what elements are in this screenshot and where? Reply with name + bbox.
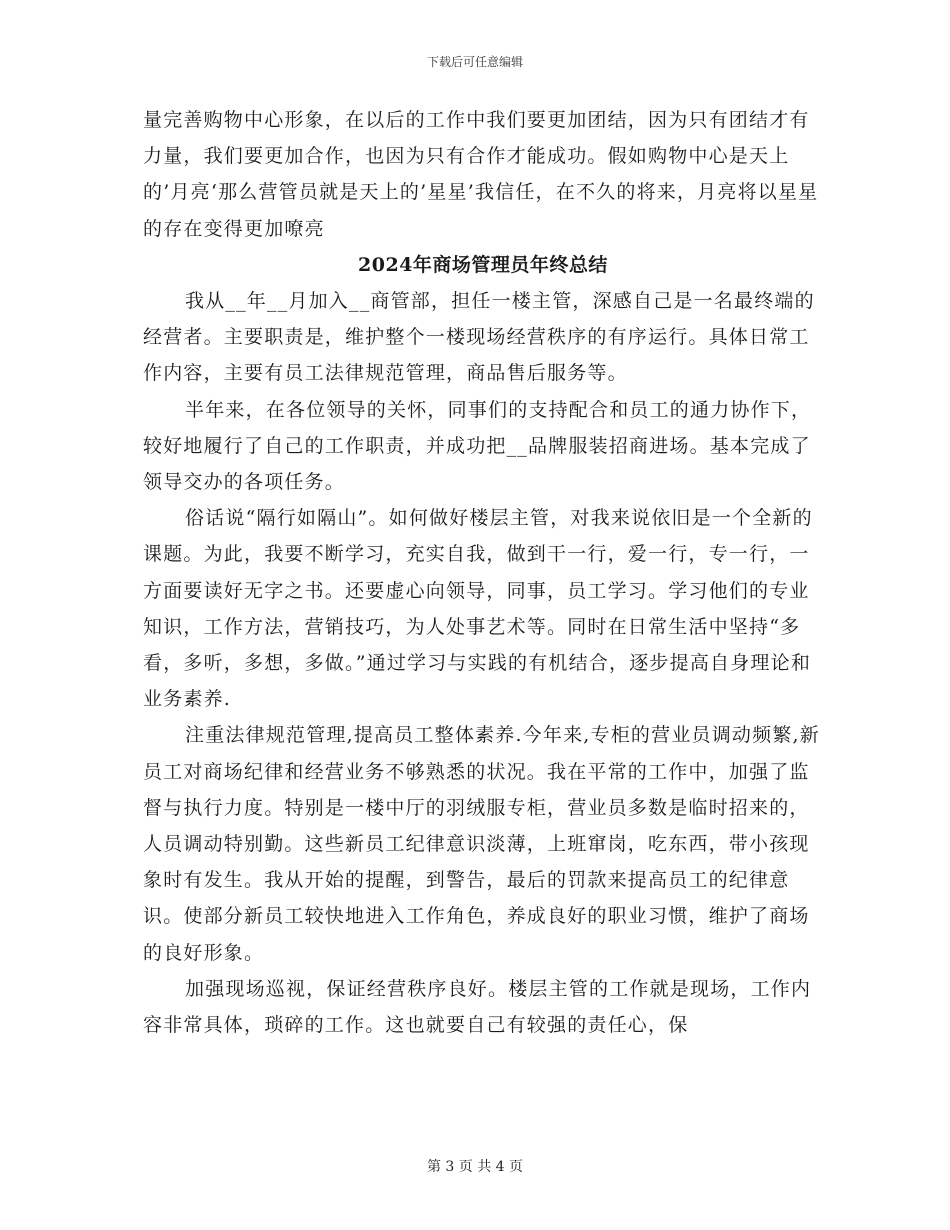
intro-paragraph: 量完善购物中心形象，在以后的工作中我们要更加团结，因为只有团结才有力量，我们要更加合作，也因为只有合作才能成功。假如购物中心是天上的’月亮‘那么营管员就是天上的’星星’我信任，在不久的将来，月亮将以星星的存在变得更加嘹亮 (143, 109, 819, 240)
page-number-footer: 第 3 页 共 4 页 (426, 1159, 524, 1175)
body-paragraph: 注重法律规范管理,提高员工整体素养.今年来,专柜的营业员调动频繁,新员工对商场纪律和经营业务不够熟悉的状况。我在平常的工作中，加强了监督与执行力度。特别是一楼中厅的羽绒服专柜，营业员多数是临时招来的，人员调动特别勤。这些新员工纪律意识淡薄，上班窜岗，吃东西，带小孩现象时有发生。我从开始的提醒，到警告，最后的罚款来提高员工的纪律意识。使部分新员工较快地进入工作角色，养成良好的职业习惯，维护了商场的良好形象。 (143, 724, 820, 964)
document-body (143, 102, 823, 1043)
body-paragraph: 俗话说“隔行如隔山”。如何做好楼层主管，对我来说依旧是一个全新的课题。为此，我要不断学习，充实自我，做到干一行，爱一行，专一行，一方面要读好无字之书。还要虚心向领导，同事，员工学习。学习他们的专业知识，工作方法，营销技巧，为人处事艺术等。同时在日常生活中坚持“多看，多听，多想，多做。”通过学习与实践的有机结合，逐步提高自身理论和业务素养. (143, 507, 813, 711)
body-paragraph: 加强现场巡视，保证经营秩序良好。楼层主管的工作就是现场，工作内容非常具体，琐碎的工作。这也就要自己有较强的责任心，保 (143, 977, 812, 1037)
body-paragraph: 半年来，在各位领导的关怀，同事们的支持配合和员工的通力协作下，较好地履行了自己的工作职责，并成功把__品牌服装招商进场。基本完成了领导交办的各项任务。 (143, 398, 812, 494)
page-header-note: 下载后可任意编辑 (426, 55, 523, 69)
body-paragraph: 我从__年__月加入__商管部，担任一楼主管，深感自己是一名最终端的经营者。主要职责是，维护整个一楼现场经营秩序的有序运行。具体日常工作内容，主要有员工法律规范管理，商品售后服务等。 (143, 290, 815, 385)
document-title: 2024年商场管理员年终总结 (358, 253, 608, 276)
